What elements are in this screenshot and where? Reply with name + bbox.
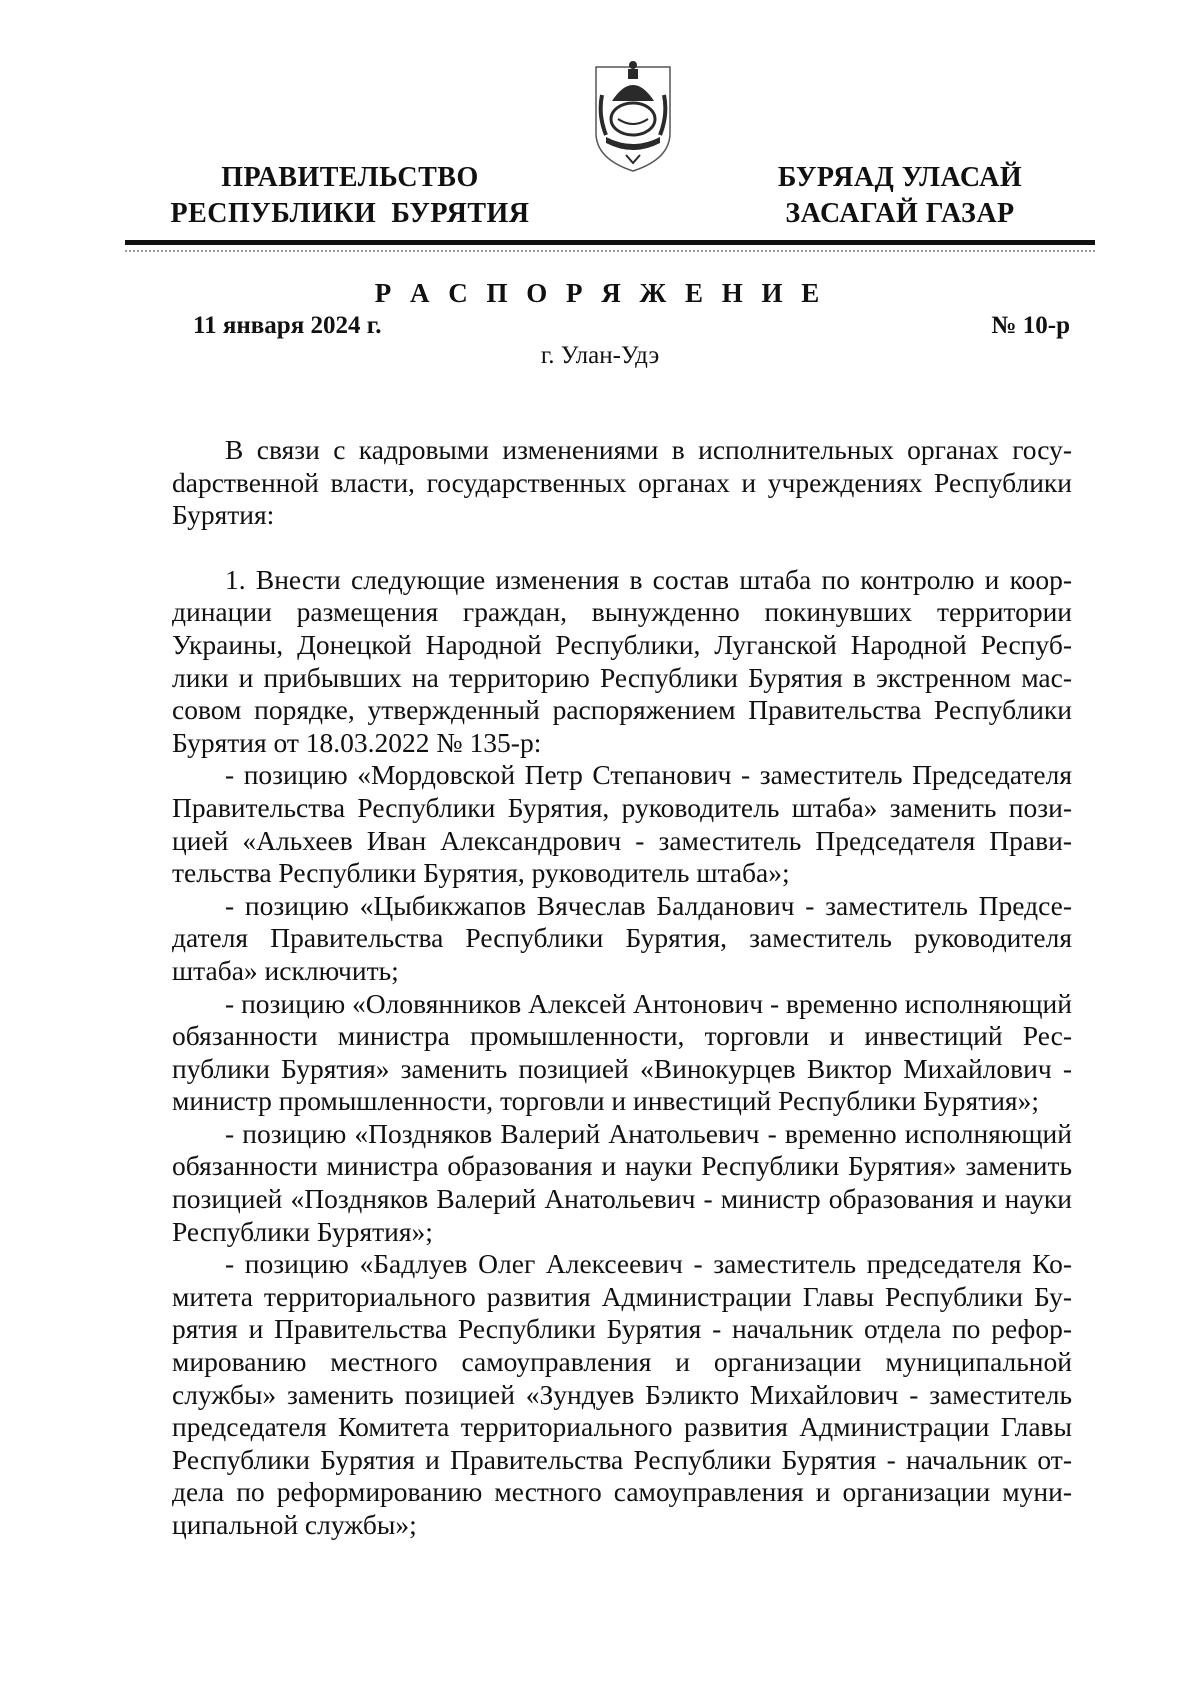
- clause-1-item: - позицию «Поздняков Валерий Анатольевич - временно исполняющий обязанности министра образования и науки Республики Бурятия» заменить позицией «Поздняков Валерий Анатольевич - министр образования и науки Республики Бурятия»;: [172, 1117, 1072, 1247]
- document-type-title: Р А С П О Р Я Ж Е Н И Е: [374, 278, 826, 308]
- org-name-russian-line2: РЕСПУБЛИКИ БУРЯТИЯ: [170, 198, 530, 229]
- header-divider-dotted: [125, 250, 1095, 252]
- org-name-buryat-line2: ЗАСАГАЙ ГАЗАР: [785, 198, 1015, 229]
- preamble-paragraph: В связи с кадровыми изменениями в исполнительных органах госуdарственной власти, государственных органах и учреждениях Республики Бурятия:: [172, 434, 1072, 531]
- clause-1-item: - позицию «Оловянников Алексей Антонович - временно исполняющий обязанности министра промышленности, торговли и инвестиций Республики Бурятия» заменить позицией «Винокурцев Виктор Михайлович - министр промышленности, торговли и инвестиций Республики Бурятия»;: [172, 987, 1072, 1117]
- document-body: [172, 434, 1072, 1542]
- org-name-russian-line1: ПРАВИТЕЛЬСТВО: [221, 162, 479, 193]
- clause-1-item: - позицию «Цыбикжапов Вячеслав Балданович - заместитель Председателя Правительства Республики Бурятия, заместитель руководителя штаба» исключить;: [172, 889, 1072, 986]
- document-date: 11 января 2024 г.: [193, 312, 382, 339]
- header-divider-thick: [125, 240, 1095, 245]
- org-name-buryat-line1: БУРЯАД УЛАСАЙ: [777, 162, 1023, 193]
- org-name-russian: [140, 160, 560, 232]
- document-city: г. Улан-Удэ: [540, 342, 660, 369]
- coat-of-arms-icon: [590, 55, 676, 175]
- org-name-buryat: [740, 160, 1060, 232]
- clause-1-item: - позицию «Бадлуев Олег Алексеевич - заместитель председателя Комитета территориального развития Администрации Главы Республики Бурятия и Правительства Республики Бурятия - начальник отдела по реформированию местного самоуправления и организации муниципальной службы» заменить позицией «Зундуев Бэликто Михайлович - заместитель председателя Комитета территориального развития Администрации Главы Республики Бурятия и Правительства Республики Бурятия - начальник отдела по реформированию местного самоуправления и организации муниципальной службы»;: [172, 1248, 1072, 1540]
- document-number: № 10-р: [991, 312, 1070, 339]
- clause-1-item: - позицию «Мордовской Петр Степанович - заместитель Председателя Правительства Республики Бурятия, руководитель штаба» заменить позицией «Альхеев Иван Александрович - заместитель Председателя Правительства Республики Бурятия, руководитель штаба»;: [172, 759, 1072, 889]
- clause-1-intro: 1. Внести следующие изменения в состав штаба по контролю и координации размещения граждан, вынужденно покинувших территории Украины, Донецкой Народной Республики, Луганской Народной Республики и прибывших на территорию Республики Бурятия в экстренном массовом порядке, утвержденный распоряжением Правительства Республики Бурятия от 18.03.2022 № 135-р:: [172, 563, 1072, 758]
